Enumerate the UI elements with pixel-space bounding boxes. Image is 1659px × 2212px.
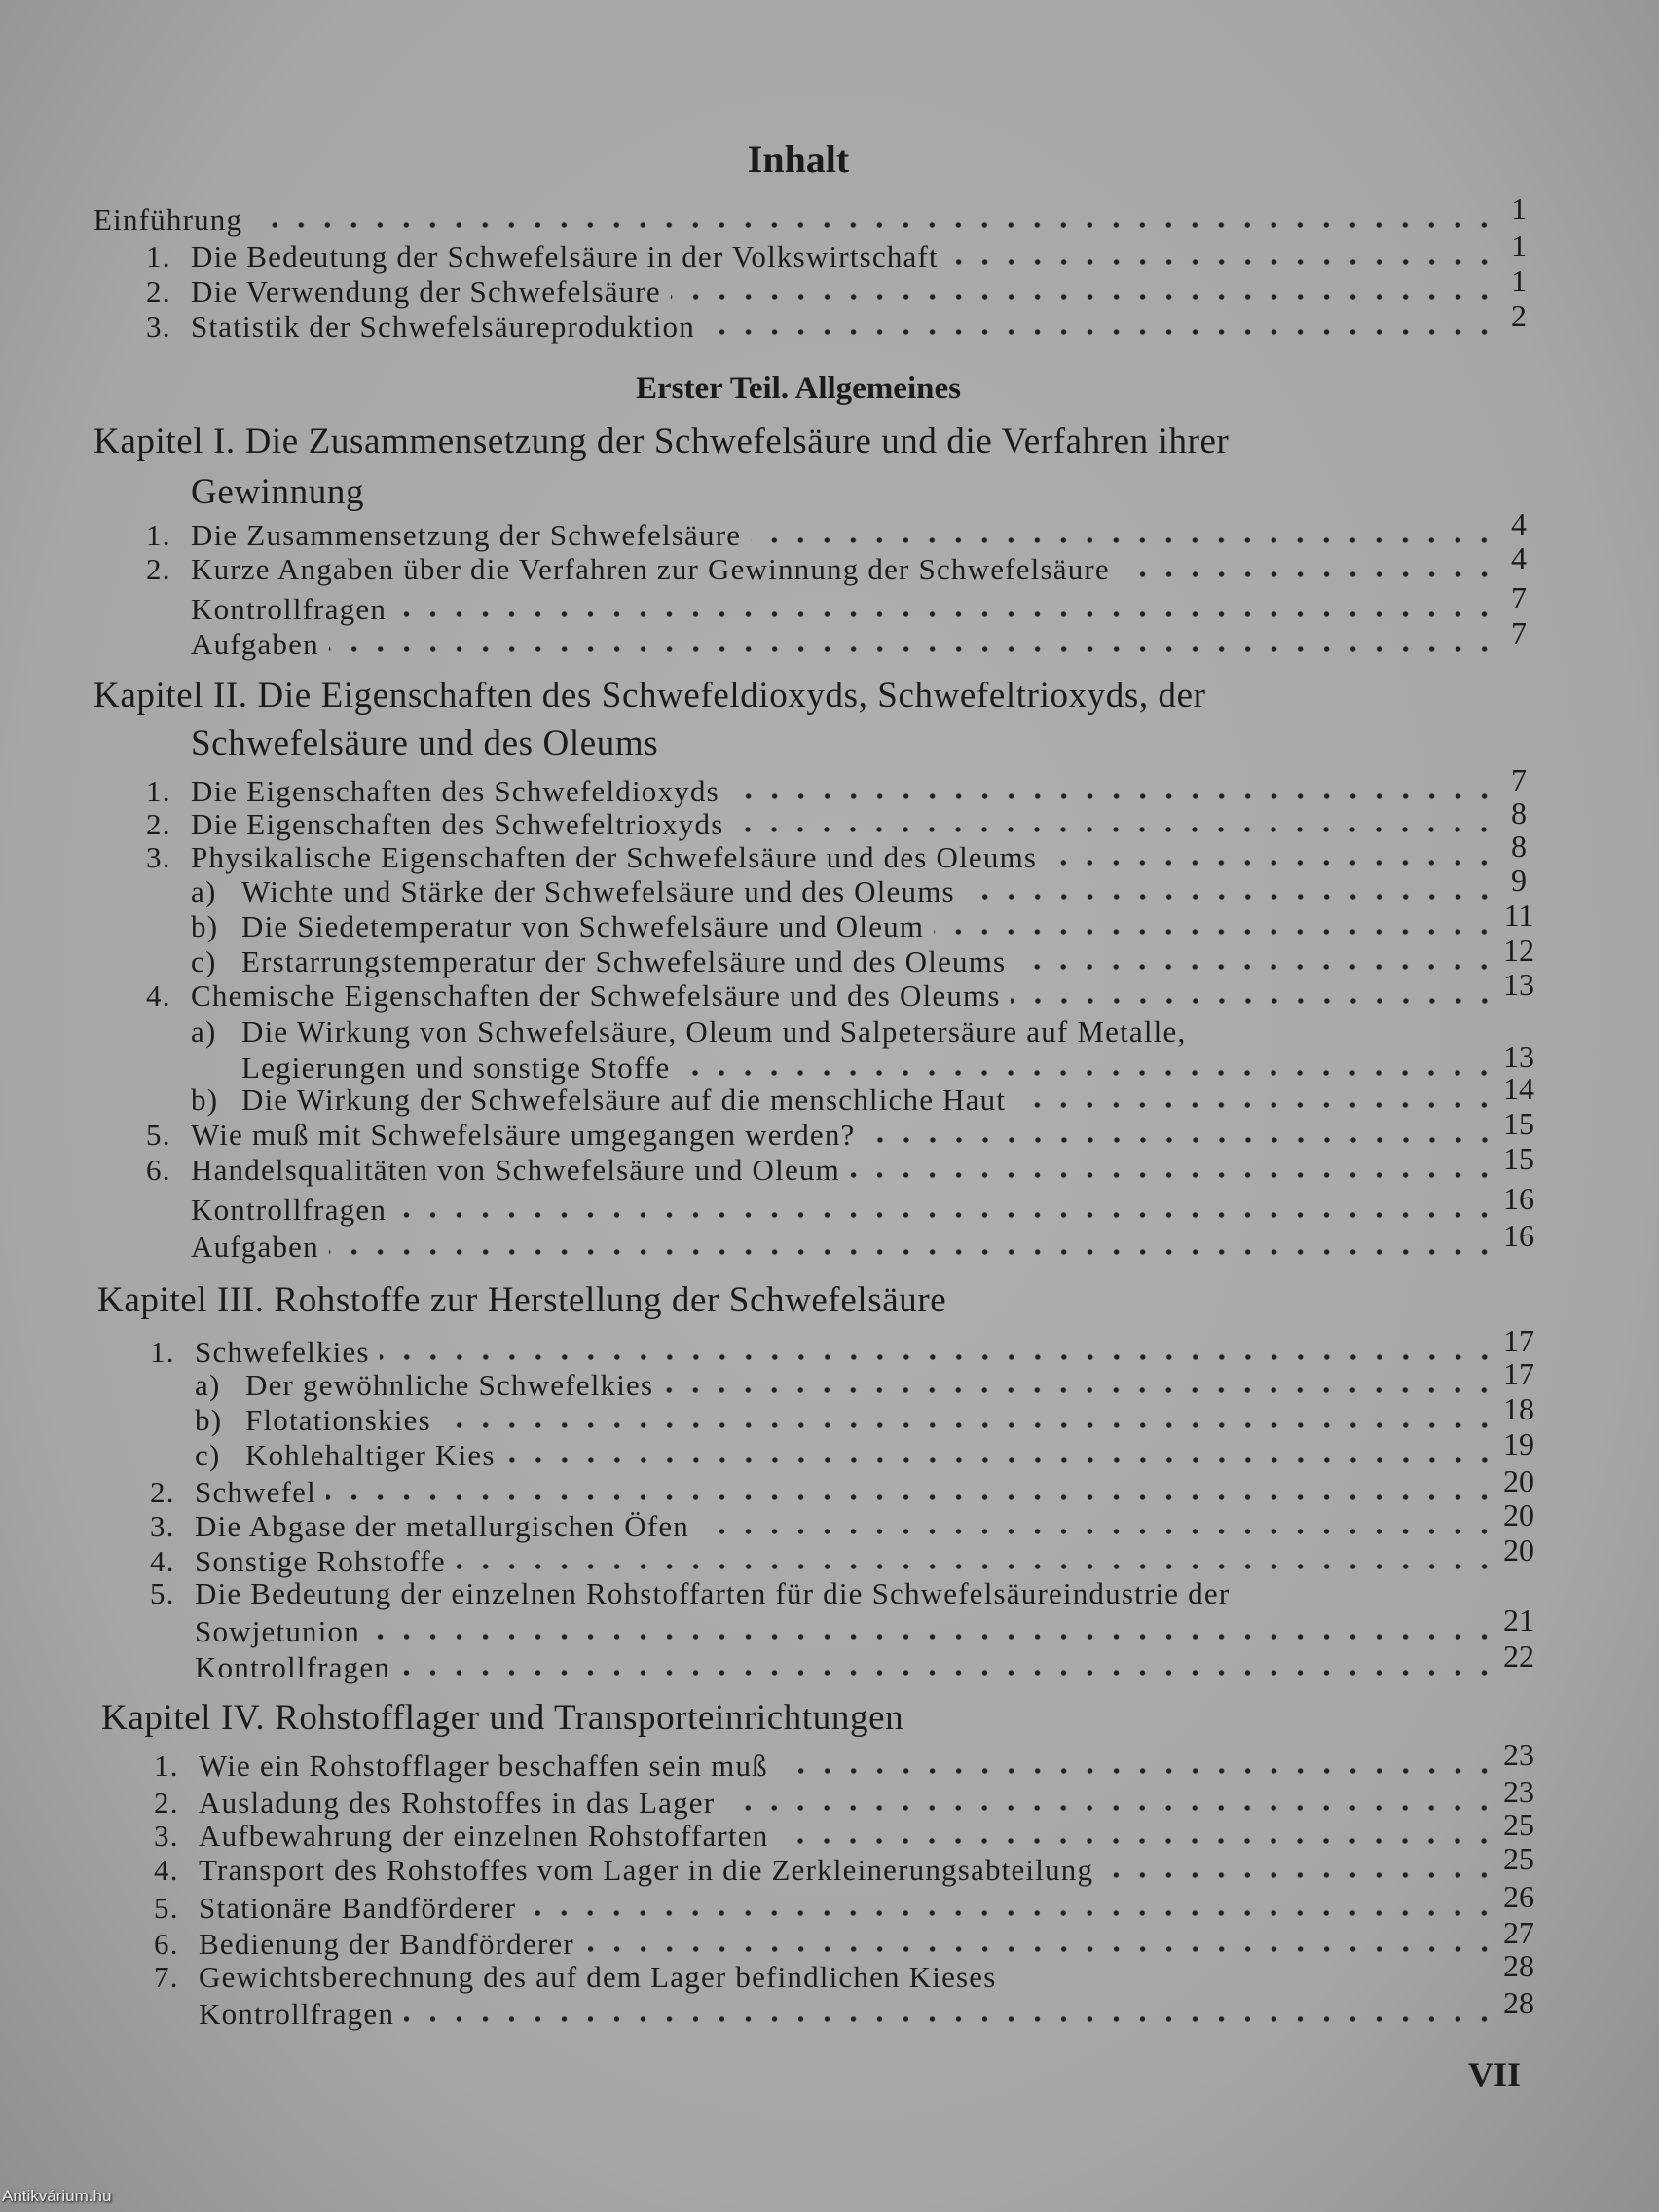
entry-number: 2. [146, 274, 171, 309]
page-number: 17 [1503, 1323, 1534, 1359]
entry-title: Flotationskies [245, 1402, 431, 1437]
watermark: Antikvárium.hu [2, 2187, 112, 2205]
page-number: 25 [1503, 1807, 1534, 1843]
toc-entry [191, 1085, 1503, 1116]
entry-title: Ausladung des Rohstoffes in das Lager [199, 1785, 716, 1820]
page-number: 12 [1503, 933, 1534, 968]
entry-title: Chemische Eigenschaften der Schwefelsäure und des Oleums [191, 977, 1001, 1013]
page-folio: VII [1468, 2055, 1522, 2094]
entry-title: Physikalische Eigenschaften der Schwefelsäure und des Oleums [191, 839, 1038, 874]
dot-leader [526, 1908, 1497, 1918]
dot-leader [584, 1944, 1497, 1954]
page-number: 23 [1503, 1736, 1534, 1772]
entry-title: Sonstige Rohstoffe [195, 1543, 446, 1578]
entry-title: Kontrollfragen [191, 1193, 387, 1228]
entry-title: Wichte und Stärke der Schwefelsäure und des Oleums [241, 873, 955, 908]
entry-title: Schwefel [195, 1474, 316, 1509]
entry-number: 5. [146, 1118, 171, 1153]
entry-number: 1. [154, 1748, 179, 1783]
page-number: 28 [1503, 1984, 1534, 2020]
toc-entry [191, 626, 1503, 661]
entry-title: Die Wirkung der Schwefelsäure auf die menschliche Haut [241, 1083, 1007, 1118]
toc-entry [146, 1155, 1503, 1186]
page-number: 15 [1503, 1106, 1534, 1142]
toc-entry [146, 241, 1503, 273]
toc-entry [191, 1229, 1503, 1264]
dot-leader [699, 1527, 1497, 1536]
dot-leader [441, 1420, 1497, 1430]
chapter-heading: Gewinnung [191, 472, 365, 513]
dot-leader [729, 792, 1497, 801]
entry-title: Die Verwendung der Schwefelsäure [191, 274, 661, 309]
entry-number: 2. [146, 552, 171, 587]
toc-entry [150, 1508, 1503, 1543]
dot-leader [778, 1836, 1497, 1846]
entry-number: c) [191, 944, 217, 978]
dot-leader [671, 292, 1497, 302]
toc-entry [191, 1016, 1503, 1048]
page-number: 23 [1503, 1773, 1534, 1809]
entry-number: 2. [154, 1785, 179, 1820]
chapter-heading: Kapitel II. Die Eigenschaften des Schwefeldioxyds, Schwefeltrioxyds, der [93, 675, 1206, 716]
entry-title: Die Bedeutung der einzelnen Rohstoffarten für die Schwefelsäureindustrie der [195, 1576, 1231, 1611]
entry-number: 6. [154, 1926, 179, 1961]
dot-leader [329, 645, 1497, 654]
dot-leader [934, 927, 1497, 937]
dot-leader [866, 1135, 1497, 1145]
page-number: 27 [1503, 1914, 1534, 1950]
toc-entry [195, 1616, 1503, 1647]
entry-number: 1. [146, 518, 171, 553]
part-title: Erster Teil. Allgemeines [636, 371, 961, 407]
page-number: 2 [1511, 297, 1527, 333]
toc-entry [154, 1926, 1503, 1961]
entry-title: Die Abgase der metallurgischen Öfen [195, 1508, 689, 1543]
entry-number: 6. [146, 1153, 171, 1188]
entry-title: Wie ein Rohstofflager beschaffen sein muß [199, 1748, 768, 1783]
toc-entry [146, 554, 1503, 585]
toc-entry [146, 809, 1503, 840]
page-number: 7 [1511, 579, 1527, 615]
page-number: 8 [1511, 828, 1527, 864]
entry-number: a) [195, 1367, 221, 1402]
entry-title: Wie muß mit Schwefelsäure umgegangen werden? [191, 1118, 856, 1153]
dot-leader [396, 1210, 1497, 1220]
dot-leader [705, 327, 1497, 337]
page-number: 8 [1511, 795, 1527, 831]
entry-title: Die Siedetemperatur von Schwefelsäure und Oleum [241, 908, 925, 943]
entry-number: 7. [154, 1960, 179, 1995]
toc-entry [154, 1893, 1503, 1924]
entry-number: 5. [154, 1891, 179, 1926]
chapter-heading: Kapitel IV. Rohstofflager und Transporteinrichtungen [101, 1698, 904, 1739]
entry-number: 4. [150, 1543, 175, 1578]
page-number: 19 [1503, 1426, 1534, 1462]
entry-title: Die Zusammensetzung der Schwefelsäure [191, 518, 742, 553]
page-number: 20 [1503, 1462, 1534, 1498]
toc-entry [191, 873, 1503, 908]
entry-title: Handelsqualitäten von Schwefelsäure und Oleum [191, 1153, 840, 1188]
entry-number: a) [191, 873, 217, 908]
toc-entry [146, 977, 1503, 1013]
entry-title: Schwefelkies [195, 1335, 370, 1370]
entry-title: Aufgaben [191, 626, 319, 661]
page-number: 16 [1503, 1181, 1534, 1217]
dot-leader [1047, 858, 1497, 867]
entry-title: Legierungen und sonstige Stoffe [241, 1050, 671, 1085]
entry-title: Kurze Angaben über die Verfahren zur Gewinnung der Schwefelsäure [191, 552, 1110, 587]
toc-entry [150, 1543, 1503, 1578]
entry-number: 3. [146, 839, 171, 874]
toc-entry [154, 1962, 1503, 1993]
toc-entry [191, 946, 1503, 977]
toc-entry [154, 1821, 1503, 1852]
entry-title: Gewichtsberechnung des auf dem Lager befindlichen Kieses [199, 1960, 997, 1995]
page-number: 13 [1503, 966, 1534, 1002]
entry-number: b) [191, 1083, 219, 1118]
entry-number: a) [191, 1014, 217, 1050]
entry-title: Aufgaben [191, 1229, 319, 1264]
page-number: 4 [1511, 540, 1527, 576]
entry-title: Die Eigenschaften des Schwefeldioxyds [191, 773, 719, 808]
entry-title: Kontrollfragen [191, 591, 387, 626]
dot-leader [396, 609, 1497, 619]
toc-entry [93, 204, 1503, 236]
toc-entry [195, 1649, 1503, 1684]
toc-entry [146, 309, 1503, 344]
toc-entry [195, 1440, 1503, 1471]
entry-title: Einführung [93, 202, 243, 237]
entry-number: 3. [154, 1819, 179, 1854]
dot-leader [778, 1766, 1497, 1776]
entry-title: Transport des Rohstoffes vom Lager in die Zerkleinerungsabteilung [199, 1853, 1094, 1888]
page-number: 16 [1503, 1217, 1534, 1253]
page-number: 14 [1503, 1071, 1534, 1107]
entry-number: 3. [150, 1508, 175, 1543]
toc-entry [191, 908, 1503, 943]
dot-leader [456, 1562, 1497, 1571]
page-number: 1 [1511, 227, 1527, 263]
entry-number: 2. [146, 807, 171, 842]
page-number: 22 [1503, 1638, 1534, 1674]
dot-leader [1120, 570, 1497, 579]
toc-entry [150, 1474, 1503, 1509]
dot-leader [329, 1247, 1497, 1257]
entry-number: 4. [146, 977, 171, 1013]
toc-entry [146, 276, 1503, 308]
page-number: 11 [1503, 897, 1534, 933]
page-number: 26 [1503, 1879, 1534, 1915]
entry-number: 3. [146, 309, 171, 344]
entry-number: 1. [146, 239, 171, 274]
dot-leader [724, 1803, 1497, 1813]
entry-title: Die Eigenschaften des Schwefeltrioxyds [191, 807, 724, 842]
entry-title: Erstarrungstemperatur der Schwefelsäure und des Oleums [241, 944, 1007, 978]
dot-leader [1011, 996, 1497, 1006]
entry-title: Statistik der Schwefelsäureproduktion [191, 309, 695, 344]
entry-number: c) [195, 1438, 221, 1473]
dot-leader [370, 1632, 1497, 1641]
dot-leader [751, 535, 1497, 545]
dot-leader [733, 825, 1497, 834]
chapter-heading: Schwefelsäure und des Oleums [191, 722, 659, 763]
toc-entry [154, 1855, 1503, 1886]
entry-title: Der gewöhnliche Schwefelkies [245, 1367, 654, 1402]
entry-number: 2. [150, 1474, 175, 1509]
dot-leader [252, 220, 1497, 230]
page-number: 4 [1511, 506, 1527, 542]
dot-leader [400, 1668, 1497, 1677]
entry-title: Die Wirkung von Schwefelsäure, Oleum und Salpetersäure auf Metalle, [241, 1014, 1187, 1050]
page-number: 7 [1511, 614, 1527, 650]
toc-entry [154, 1748, 1503, 1783]
dot-leader [663, 1385, 1497, 1395]
dot-leader [680, 1068, 1497, 1078]
entry-number: b) [191, 908, 219, 943]
chapter-heading: Kapitel III. Rohstoffe zur Herstellung der Schwefelsäure [97, 1280, 947, 1321]
page-number: 20 [1503, 1496, 1534, 1532]
dot-leader [326, 1493, 1497, 1502]
entry-number: b) [195, 1402, 223, 1437]
entry-title: Bedienung der Bandförderer [199, 1926, 574, 1961]
entry-number: 1. [150, 1335, 175, 1370]
page-number: 15 [1503, 1141, 1534, 1177]
toc-entry [191, 1195, 1503, 1226]
dot-leader [1103, 1870, 1497, 1880]
dot-leader [505, 1456, 1497, 1465]
dot-leader [404, 2014, 1497, 2024]
toc-entry [146, 1120, 1503, 1151]
page-number: 1 [1511, 262, 1527, 298]
toc-entry [199, 1996, 1503, 2031]
page-number: 25 [1503, 1841, 1534, 1877]
page-title: Inhalt [747, 137, 850, 181]
page-number: 1 [1511, 190, 1527, 226]
entry-number: 5. [150, 1576, 175, 1611]
dot-leader [1015, 1100, 1497, 1110]
entry-number: 1. [146, 773, 171, 808]
toc-entry [195, 1402, 1503, 1437]
dot-leader [1015, 962, 1497, 972]
chapter-heading: Kapitel I. Die Zusammensetzung der Schwefelsäure und die Verfahren ihrer [93, 421, 1230, 461]
page-number: 13 [1503, 1038, 1534, 1074]
entry-title: Stationäre Bandförderer [199, 1891, 517, 1926]
toc-entry [191, 591, 1503, 626]
toc-entry [150, 1578, 1503, 1609]
entry-number: 4. [154, 1853, 179, 1888]
dot-leader [380, 1352, 1497, 1362]
toc-entry [146, 773, 1503, 808]
dot-leader [965, 892, 1497, 902]
page-number: 21 [1503, 1603, 1534, 1639]
entry-title: Kontrollfragen [199, 1996, 395, 2031]
page-number: 28 [1503, 1948, 1534, 1984]
toc-entry [146, 520, 1503, 551]
toc-entry [241, 1052, 1503, 1084]
page-number: 18 [1503, 1390, 1534, 1426]
page-number: 7 [1511, 761, 1527, 797]
dot-leader [948, 257, 1497, 267]
page-number: 9 [1511, 862, 1527, 898]
page-number: 20 [1503, 1531, 1534, 1567]
dot-leader [850, 1170, 1497, 1180]
toc-entry [195, 1367, 1503, 1402]
entry-title: Die Bedeutung der Schwefelsäure in der Volkswirtschaft [191, 239, 939, 274]
toc-entry [146, 839, 1503, 874]
toc-entry [154, 1785, 1503, 1820]
entry-title: Sowjetunion [195, 1614, 360, 1649]
page-number: 17 [1503, 1355, 1534, 1391]
entry-title: Kontrollfragen [195, 1649, 391, 1684]
entry-title: Kohlehaltiger Kies [245, 1438, 496, 1473]
entry-title: Aufbewahrung der einzelnen Rohstoffarten [199, 1819, 769, 1854]
toc-entry [150, 1337, 1503, 1368]
